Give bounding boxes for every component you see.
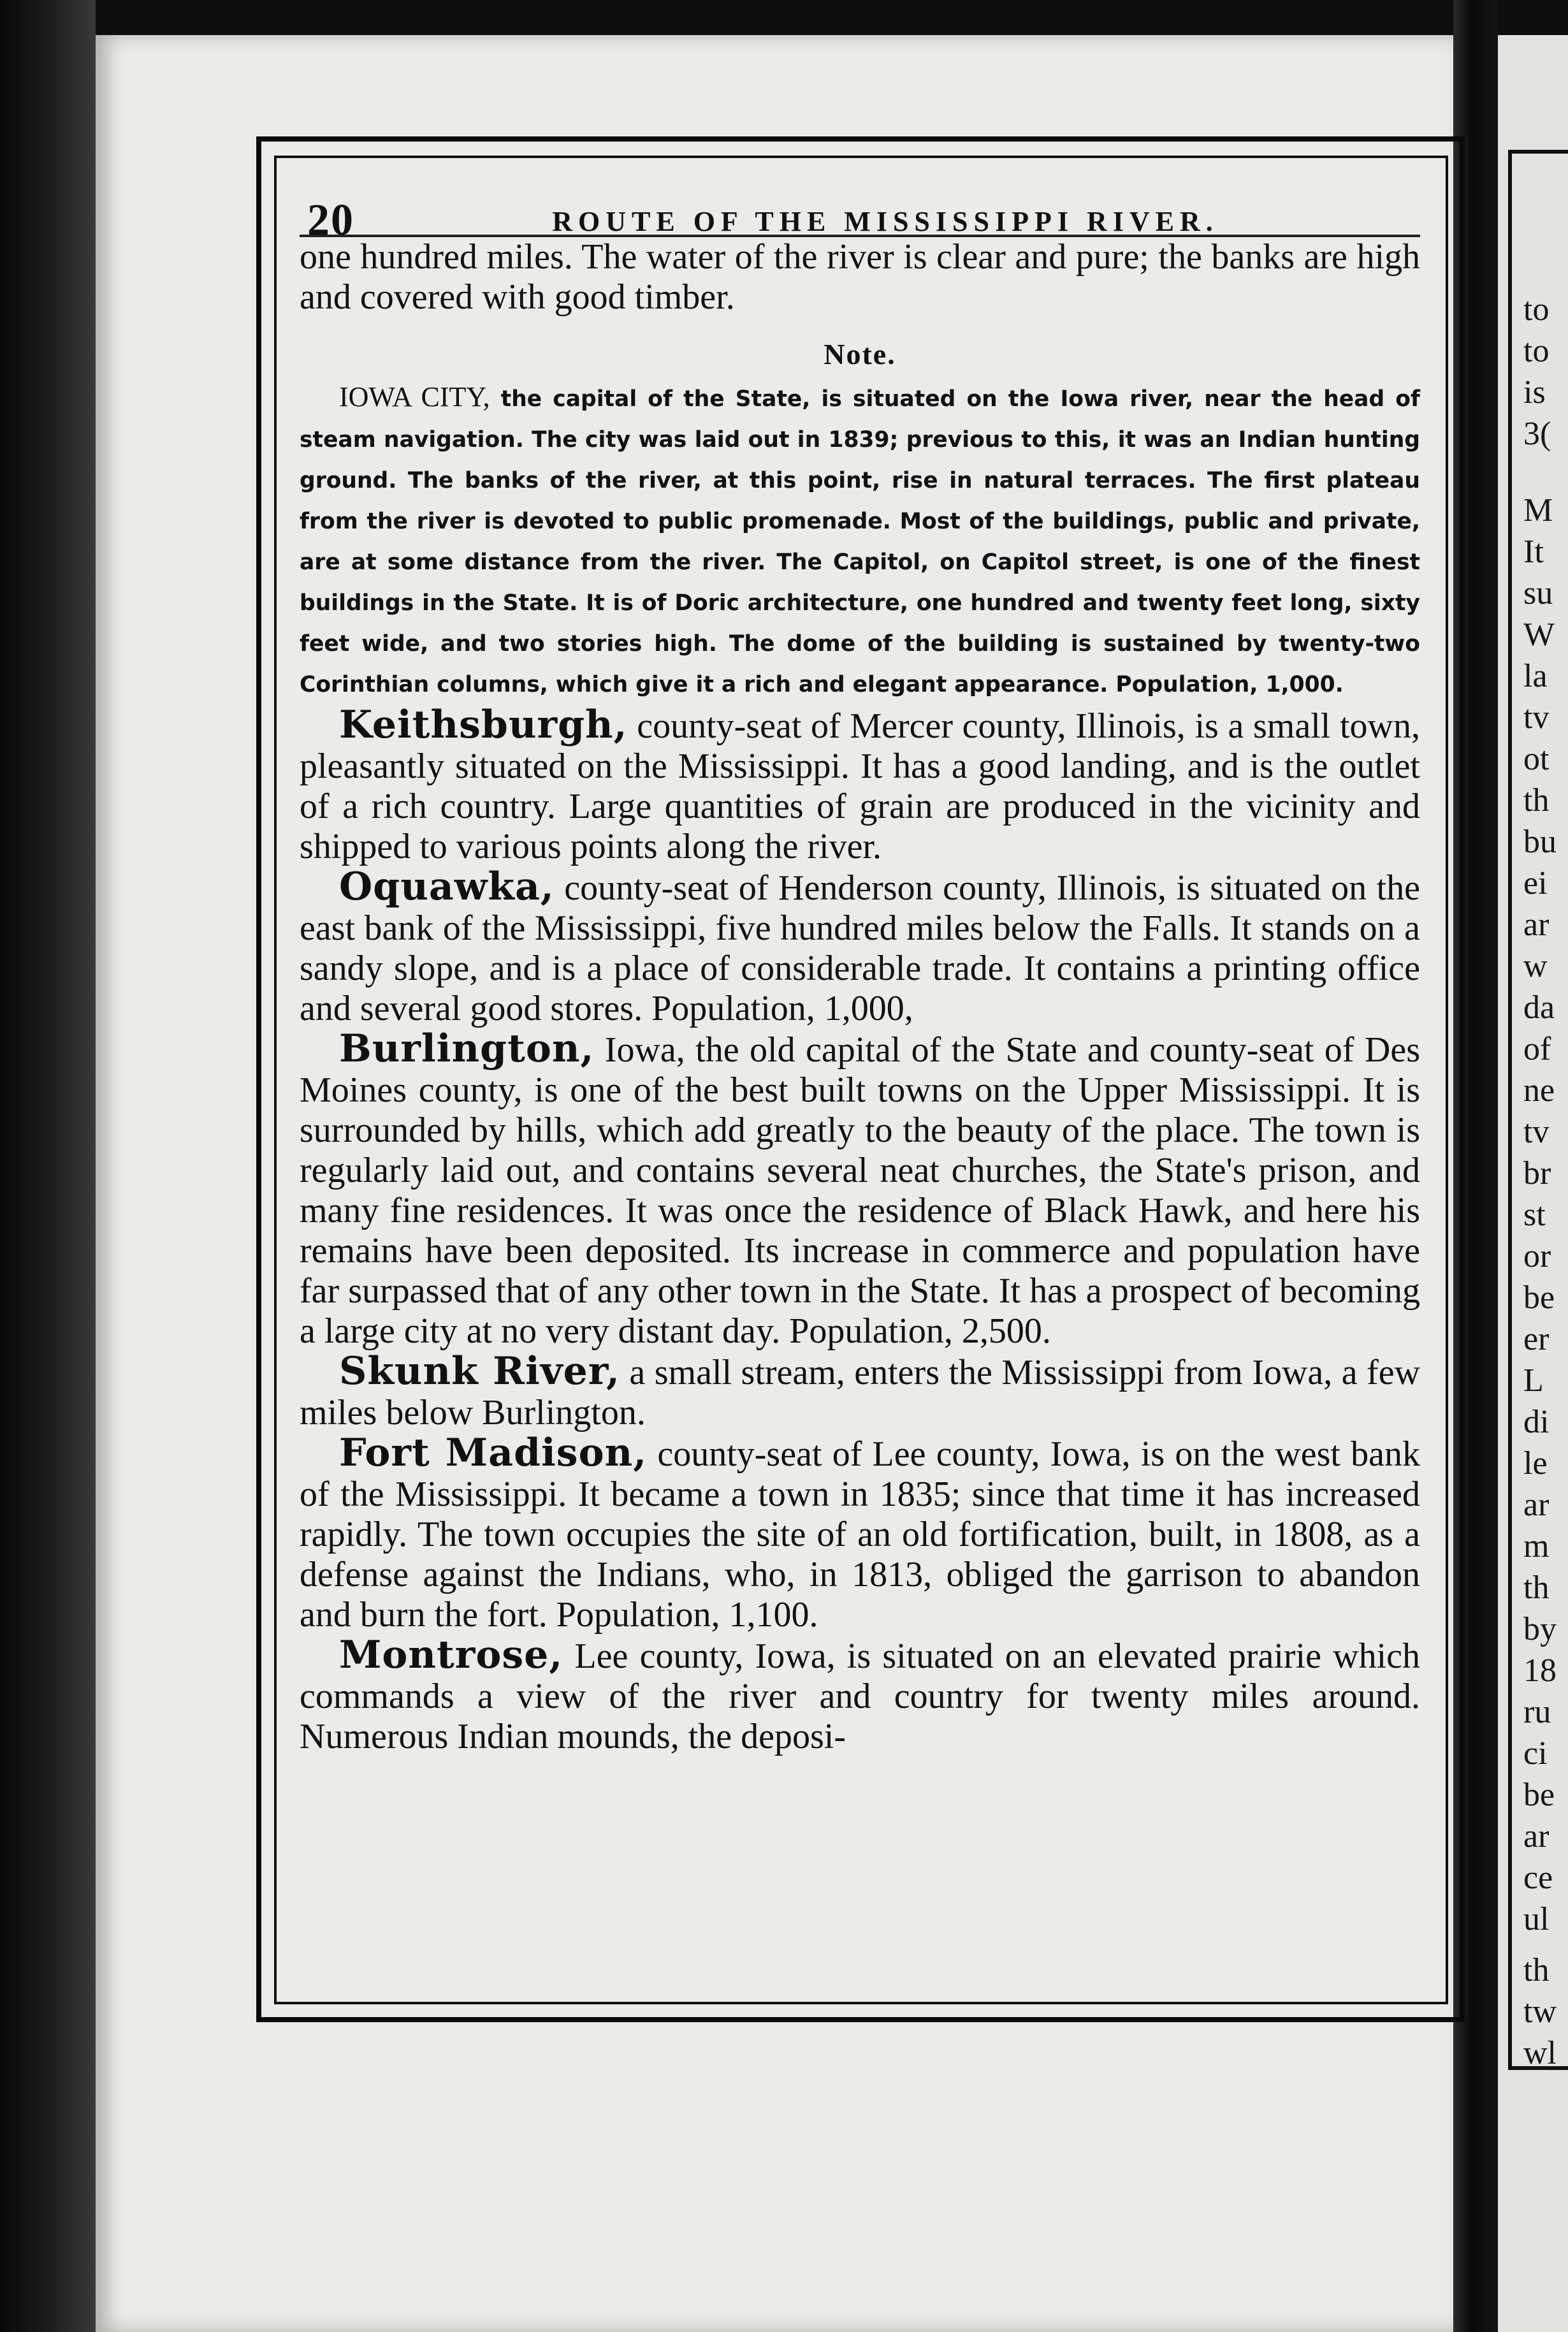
adjacent-page-fragment: br xyxy=(1523,1155,1551,1192)
entry-text: Lee county, Iowa, is situated on an elevated prairie which commands a view of the river and country for twenty miles around. Numerous Indian mounds, the deposi- xyxy=(300,1636,1421,1756)
book-left-edge xyxy=(0,0,96,2332)
entry-text: county-seat of Henderson county, Illinois, is situated on the east bank of the Mississippi, five hundred miles below the Falls. It stands on a sandy slope, and is a place of considerable trade. It contains a printing office and several good stores. Population, 1,000, xyxy=(300,868,1421,1028)
entry-skunk-river xyxy=(300,1349,1421,1433)
page-body xyxy=(300,237,1420,1757)
page-frame xyxy=(274,156,1448,2004)
entry-oquawka xyxy=(300,864,1421,1029)
running-title: ROUTE OF THE MISSISSIPPI RIVER. xyxy=(552,206,1219,237)
entry-name: Skunk River, xyxy=(339,1349,620,1394)
adjacent-page-fragment: or xyxy=(1523,1238,1551,1274)
adjacent-page-fragment: bu xyxy=(1523,824,1557,860)
entry-name: Montrose, xyxy=(339,1633,563,1677)
adjacent-page-fragment: be xyxy=(1523,1279,1555,1316)
note-title: Note. xyxy=(824,338,896,370)
adjacent-page-fragment: ce xyxy=(1523,1860,1553,1896)
adjacent-page-fragment: It xyxy=(1523,534,1544,570)
adjacent-page-fragment: ul xyxy=(1523,1901,1550,1937)
adjacent-page-fragment: th xyxy=(1523,1570,1550,1606)
entry-name: Oquawka, xyxy=(339,864,555,909)
entry-text: a small stream, enters the Mississippi from Iowa, a few miles below Burlington. xyxy=(300,1353,1421,1432)
adjacent-page-fragment: be xyxy=(1523,1777,1555,1813)
adjacent-page-fragment: ci xyxy=(1523,1735,1548,1772)
adjacent-page-fragment: ar xyxy=(1523,907,1550,943)
note-body: the capital of the State, is situated on the Iowa river, near the head of steam navigation. The city was laid out in 1839; previous to this, it was an Indian hunting ground. The banks of the river, at this point, rise in natural terraces. The first plateau from the river is devoted to public promenade. Most of the buildings, public and private, are at some distance from the river. The Capitol, on Capitol street, is one of the finest buildings in the State. It is of Doric architecture, one hundred and twenty feet long, sixty feet wide, and two stories high. The dome of the building is sustained by twenty-two Corinthian columns, which give it a rich and elegant appearance. Population, 1,000. xyxy=(300,386,1420,697)
adjacent-page-fragment: tv xyxy=(1523,1114,1550,1150)
entry-text: county-seat of Lee county, Iowa, is on the west bank of the Mississippi. It became a town in 1835; since that time it has increased rapidly. The town occupies the site of an old fortification, built, in 1808, as a defense against the Indians, who, in 1813, obliged the garrison to abandon and burn the fort. Population, 1,100. xyxy=(300,1434,1420,1635)
adjacent-page-fragment: m xyxy=(1523,1528,1550,1564)
adjacent-page-fragment: ru xyxy=(1523,1694,1551,1730)
adjacent-page-fragment: th xyxy=(1523,782,1550,819)
adjacent-page-fragment: tv xyxy=(1523,699,1550,736)
scan-top-border xyxy=(0,0,1568,38)
adjacent-page-fragment: di xyxy=(1523,1404,1550,1440)
adjacent-page-fragment: su xyxy=(1523,575,1553,611)
adjacent-page-fragment: th xyxy=(1523,1952,1550,1988)
adjacent-page-fragment: st xyxy=(1523,1197,1546,1233)
adjacent-page-fragment: is xyxy=(1523,374,1546,411)
entry-burlington xyxy=(300,1026,1421,1352)
adjacent-page-fragment: w xyxy=(1523,948,1548,984)
entry-montrose xyxy=(300,1635,1420,1757)
adjacent-page-fragment: of xyxy=(1523,1031,1551,1067)
entry-fort-madison xyxy=(300,1433,1420,1635)
page-header xyxy=(300,158,1420,245)
entry-keithsburgh xyxy=(300,705,1420,867)
continuation-text: one hundred miles. The water of the river is clear and pure; the banks are high and covered with good timber. xyxy=(300,237,1420,317)
adjacent-page-fragment: 18 xyxy=(1523,1652,1557,1689)
entry-name: Burlington, xyxy=(339,1026,595,1071)
adjacent-page-fragment: le xyxy=(1523,1445,1548,1482)
entry-name: Keithsburgh, xyxy=(339,703,628,747)
note-text xyxy=(300,377,1420,705)
adjacent-page-fragment: to xyxy=(1523,333,1550,369)
entry-text: Iowa, the old capital of the State and county-seat of Des Moines county, is one of the best built towns on the Upper Mississippi. It is surrounded by hills, which add greatly to the beauty of the place. The town is regularly laid out, and contains several neat churches, the State's prison, and many fine residences. It was once the residence of Black Hawk, and here his remains have been deposited. Its increase in commerce and population have far surpassed that of any other town in the State. It has a prospect of becoming a large city at no very distant day. Population, 2,500. xyxy=(300,1030,1421,1351)
adjacent-page-fragment: ot xyxy=(1523,741,1550,777)
adjacent-page-fragment: M xyxy=(1523,492,1553,528)
adjacent-page-fragment: ar xyxy=(1523,1818,1550,1855)
adjacent-page-fragment: by xyxy=(1523,1611,1557,1647)
adjacent-page xyxy=(1498,35,1568,2332)
adjacent-page-fragment: to xyxy=(1523,291,1550,328)
adjacent-page-fragment: ei xyxy=(1523,865,1548,901)
adjacent-page-fragment: ne xyxy=(1523,1072,1555,1109)
entry-text: county-seat of Mercer county, Illinois, is a small town, pleasantly situated on the Mississippi. It has a good landing, and is the outlet of a rich country. Large quantities of grain are produced in the vicinity and shipped to various points along the river. xyxy=(300,706,1420,866)
adjacent-page-fragment: wl xyxy=(1523,2035,1557,2071)
adjacent-page-fragment: W xyxy=(1523,616,1555,653)
note-lead: IOWA CITY, xyxy=(339,381,490,412)
adjacent-page-fragment: er xyxy=(1523,1321,1550,1357)
adjacent-page-fragment: L xyxy=(1523,1362,1544,1399)
page-number: 20 xyxy=(307,196,354,245)
adjacent-page-fragment: da xyxy=(1523,989,1555,1026)
adjacent-page-fragment: ar xyxy=(1523,1487,1550,1523)
adjacent-page-fragment: tw xyxy=(1523,1993,1557,2030)
adjacent-page-fragment: 3( xyxy=(1523,416,1551,452)
adjacent-page-fragment: la xyxy=(1523,658,1548,694)
entry-name: Fort Madison, xyxy=(339,1431,648,1475)
